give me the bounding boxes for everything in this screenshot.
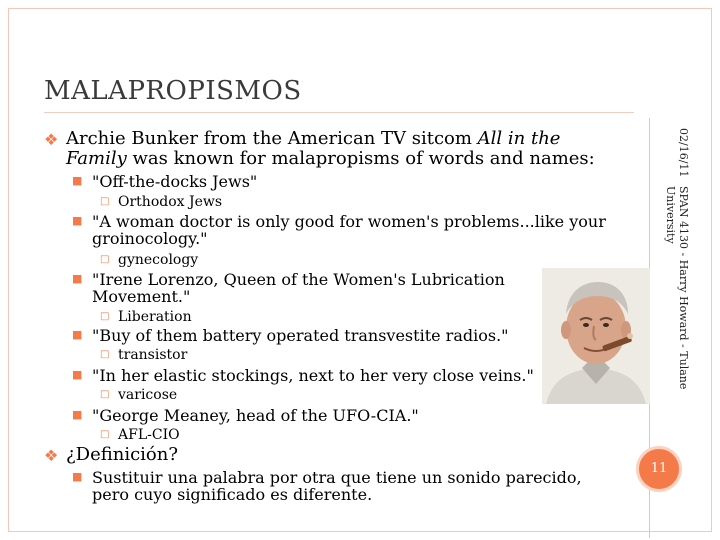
hollow-square-bullet-icon: □ (100, 389, 110, 400)
example-quote: "Buy of them battery operated transvestite radios." (92, 326, 509, 345)
filled-square-bullet-icon: ■ (72, 174, 83, 187)
example-target: gynecology (118, 252, 199, 268)
filled-square-bullet-icon: ■ (72, 368, 83, 381)
archie-bunker-photo (542, 268, 650, 404)
diamond-bullet-icon: ❖ (44, 446, 59, 465)
example-target: AFL-CIO (118, 427, 180, 443)
intro-text-a: Archie Bunker from the American TV sitcom (66, 128, 478, 149)
side-course-line2: University (664, 186, 677, 244)
filled-square-bullet-icon: ■ (72, 328, 83, 341)
example-target: transistor (118, 347, 188, 363)
page-number-badge: 11 (636, 446, 682, 492)
example-quote: "George Meaney, head of the UFO-CIA." (92, 406, 419, 425)
example-quote: "Off-the-docks Jews" (92, 172, 258, 191)
side-course-line1: SPAN 4130 - Harry Howard - Tulane (677, 186, 690, 390)
intro-show-title: All in the Family (66, 128, 561, 169)
portrait-illustration (542, 268, 650, 404)
filled-square-bullet-icon: ■ (72, 408, 83, 421)
definition-text: Sustituir una palabra por otra que tiene un sonido parecido, pero cuyo significado es diferente. (92, 468, 582, 504)
hollow-square-bullet-icon: □ (100, 429, 110, 440)
filled-square-bullet-icon: ■ (72, 214, 83, 227)
side-date: 02/16/11 (677, 128, 690, 178)
example-target: Orthodox Jews (118, 194, 223, 210)
example-quote: "Irene Lorenzo, Queen of the Women's Lubrication Movement." (92, 270, 505, 306)
side-course-label (664, 186, 690, 389)
intro-text-b: was known for malapropisms of words and names: (126, 148, 595, 169)
filled-square-bullet-icon: ■ (72, 272, 83, 285)
example-target: varicose (118, 387, 178, 403)
example-quote: "A woman doctor is only good for women's problems...like your groinocology." (92, 212, 606, 248)
definition-heading: ¿Definición? (66, 444, 179, 465)
diamond-bullet-icon: ❖ (44, 130, 59, 149)
intro-text (66, 129, 616, 169)
title-divider (44, 112, 634, 113)
hollow-square-bullet-icon: □ (100, 196, 110, 207)
example-quote: "In her elastic stockings, next to her very close veins." (92, 366, 534, 385)
example-target: Liberation (118, 309, 192, 325)
hollow-square-bullet-icon: □ (100, 349, 110, 360)
slide-title: MALAPROPISMOS (44, 76, 302, 106)
filled-square-bullet-icon: ■ (72, 470, 83, 483)
hollow-square-bullet-icon: □ (100, 254, 110, 265)
hollow-square-bullet-icon: □ (100, 311, 110, 322)
